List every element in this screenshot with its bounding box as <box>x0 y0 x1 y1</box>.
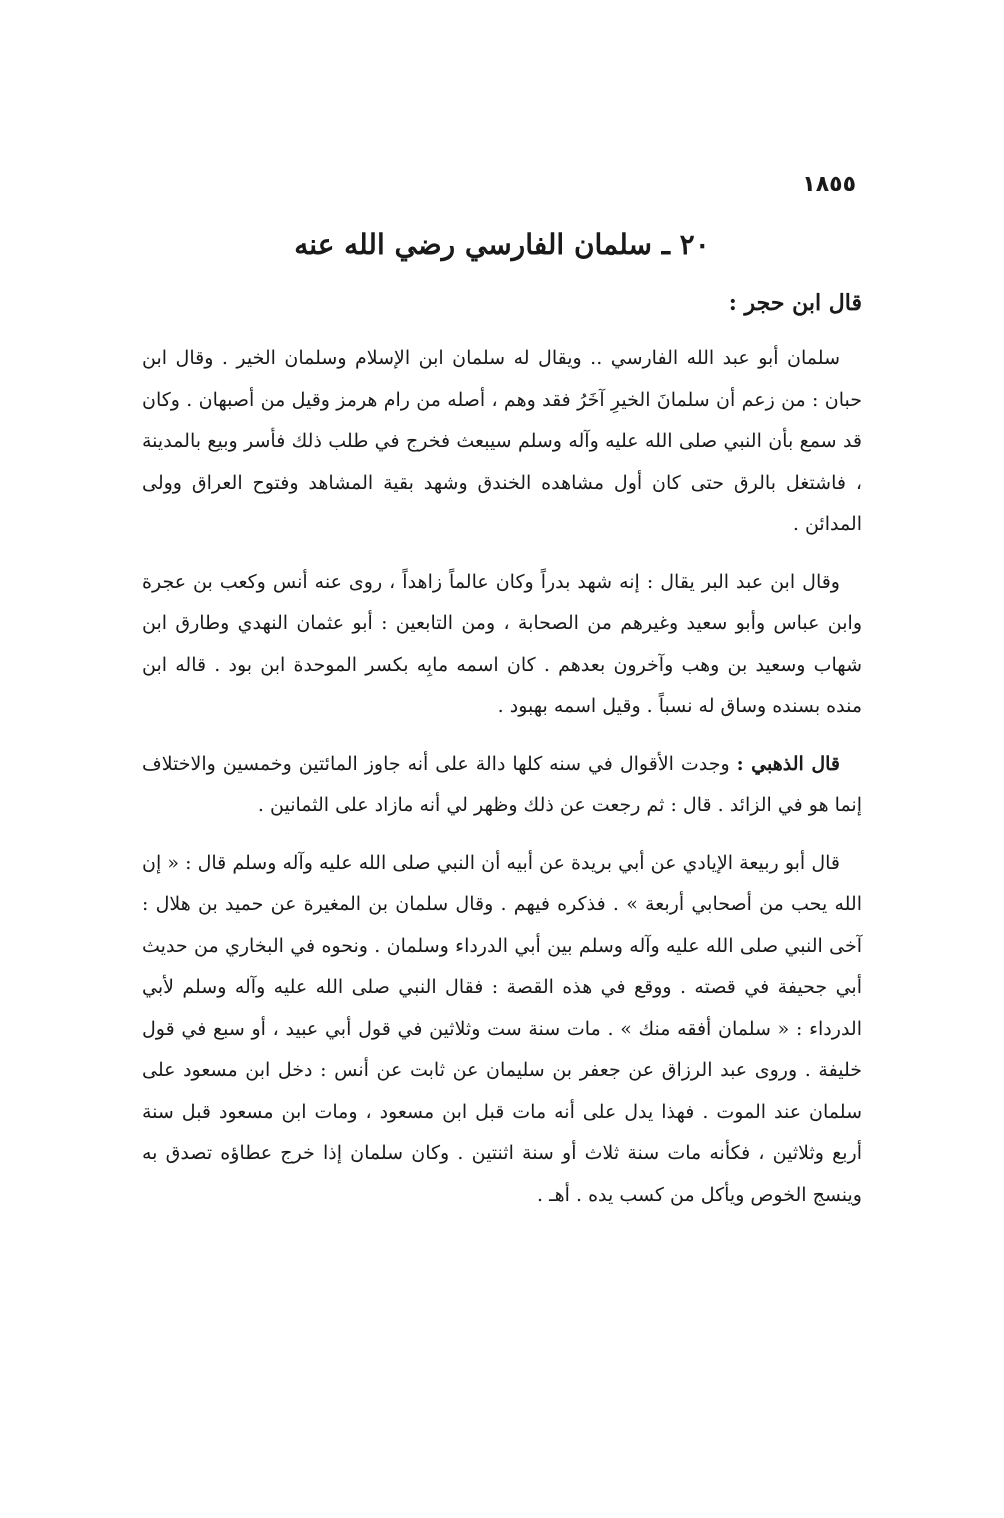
paragraph-3 <box>142 744 862 827</box>
paragraph-2: وقال ابن عبد البر يقال : إنه شهد بدراً وكان عالماً زاهداً ، روى عنه أنس وكعب بن عجرة وابن عباس وأبو سعيد وغيرهم من الصحابة ، ومن التابعين : أبو عثمان النهدي وطارق ابن شهاب وسعيد بن وهب وآخرون بعدهم . كان اسمه مابِه بكسر الموحدة ابن بود . قاله ابن منده بسنده وساق له نسباً . وقيل اسمه بهبود . <box>142 570 862 717</box>
paragraph-4: قال أبو ربيعة الإيادي عن أبي بريدة عن أبيه أن النبي صلى الله عليه وآله وسلم قال : « إن الله يحب من أصحابي أربعة » . فذكره فيهم . وقال سلمان بن المغيرة عن حميد بن هلال : آخى النبي صلى الله عليه وآله وسلم بين أبي الدرداء وسلمان . ونحوه في البخاري من حديث أبي جحيفة في قصته . ووقع في هذه القصة : فقال النبي صلى الله عليه وآله وسلم لأبي الدرداء : « سلمان أفقه منك » . مات سنة ست وثلاثين في قول أبي عبيد ، أو سبع في قول خليفة . وروى عبد الرزاق عن جعفر بن سليمان عن ثابت عن أنس : دخل ابن مسعود على سلمان عند الموت . فهذا يدل على أنه مات قبل ابن مسعود ، ومات ابن مسعود قبل سنة أربع وثلاثين ، فكأنه مات سنة ثلاث أو سنة اثنتين . وكان سلمان إذا خرج عطاؤه تصدق به وينسج الخوص ويأكل من كسب يده . أهـ . <box>142 851 862 1206</box>
page-number: ١٨٥٥ <box>802 172 856 197</box>
content-body <box>142 290 862 1232</box>
paragraph-3-text: وجدت الأقوال في سنه كلها دالة على أنه جاوز المائتين وخمسين والاختلاف إنما هو في الزائد . قال : ثم رجعت عن ذلك وظهر لي أنه مازاد على الثمانين . <box>142 752 862 816</box>
paragraph-3-lead: قال الذهبي : <box>736 752 840 775</box>
section-heading: قال ابن حجر : <box>728 290 862 316</box>
paragraph-1: سلمان أبو عبد الله الفارسي .. ويقال له سلمان ابن الإسلام وسلمان الخير . وقال ابن حبان : من زعم أن سلمانَ الخيرِ آخَرُ فقد وهم ، أصله من رام هرمز وقيل من أصبهان . وكان قد سمع بأن النبي صلى الله عليه وآله وسلم سيبعث فخرج في طلب ذلك فأسر وبيع بالمدينة ، فاشتغل بالرق حتى كان أول مشاهده الخندق وشهد بقية المشاهد وفتوح العراق وولى المدائن . <box>142 347 862 535</box>
chapter-title: ٢٠ ـ سلمان الفارسي رضي الله عنه <box>294 228 710 261</box>
